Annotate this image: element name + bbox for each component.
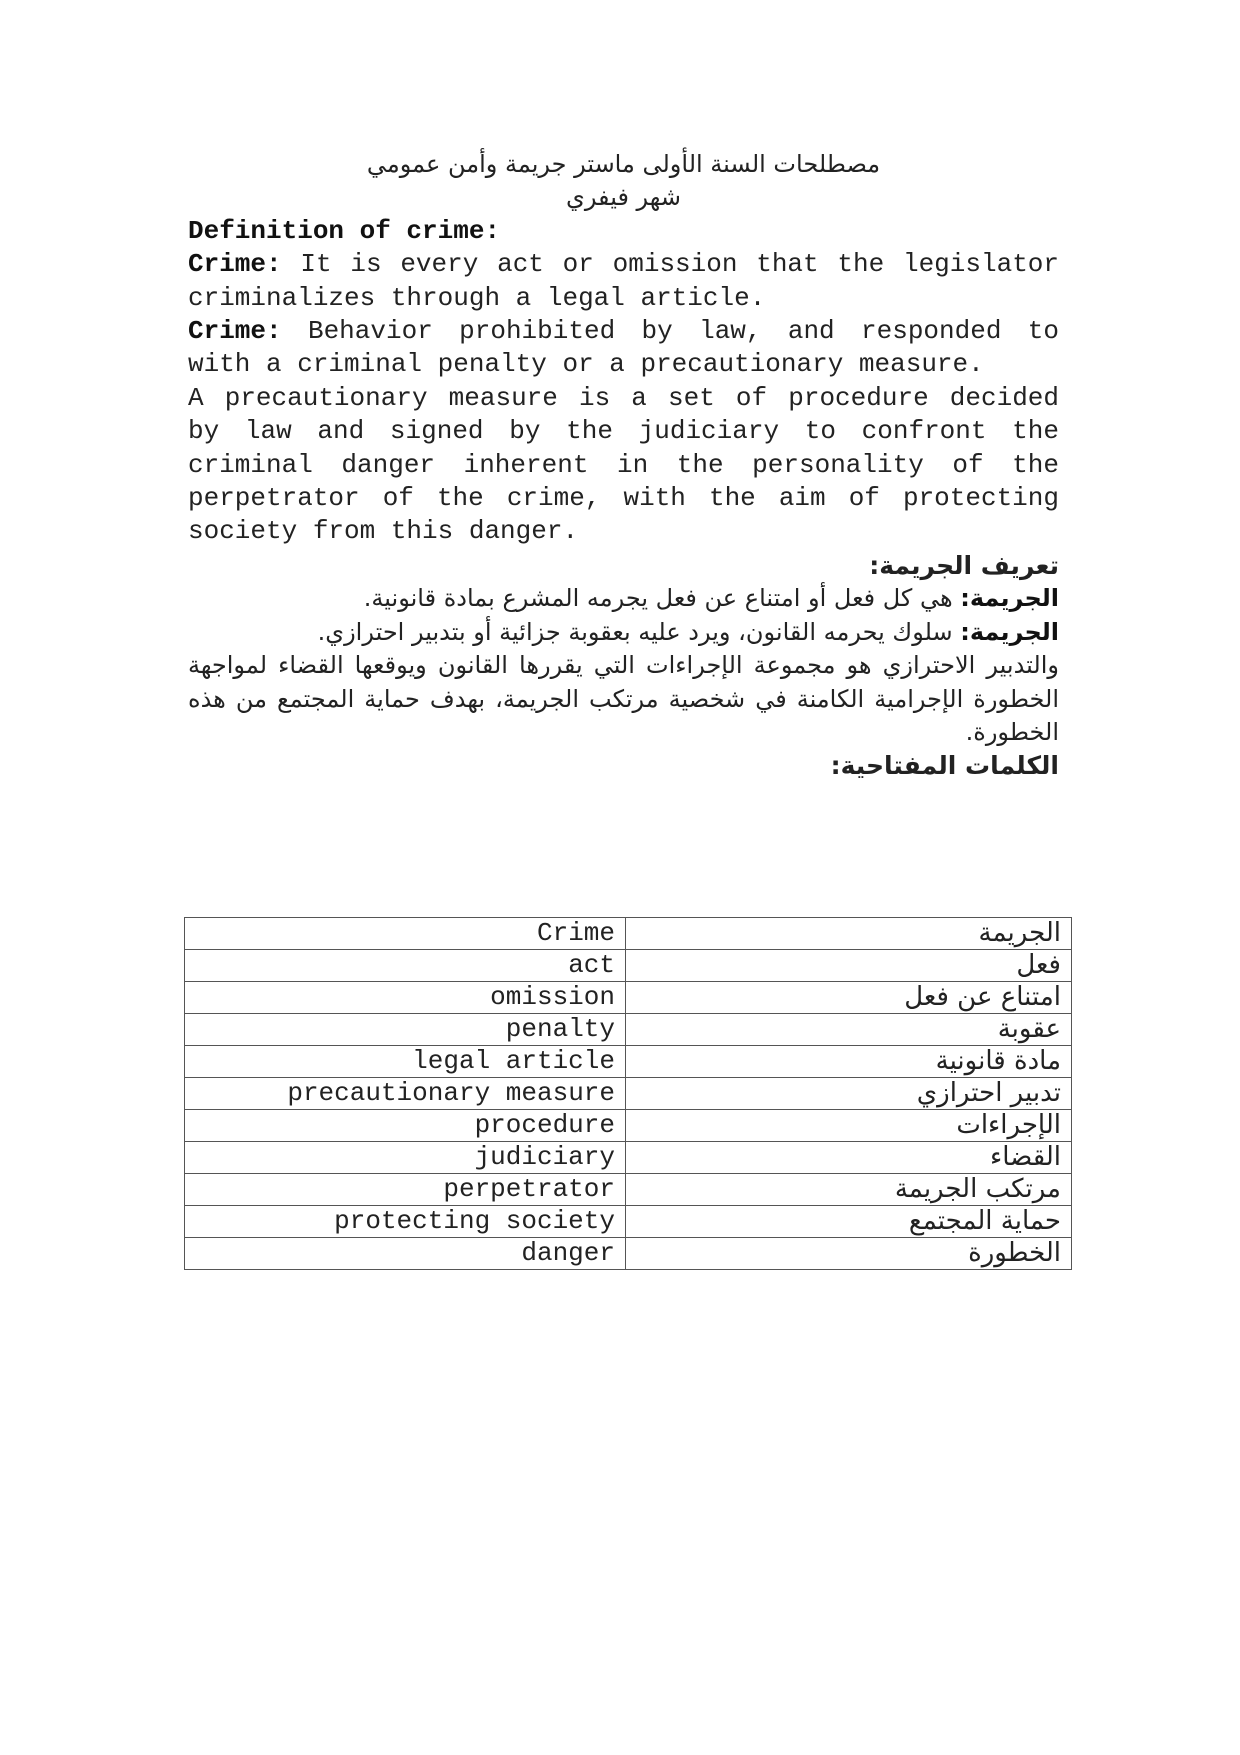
arabic-heading: تعريف الجريمة: (869, 550, 1059, 580)
arabic-definition-2 (188, 616, 1059, 649)
table-row (185, 950, 1072, 982)
definition-text: سلوك يحرمه القانون، ويرد عليه بعقوبة جزائية أو بتدبير احترازي. (317, 617, 961, 646)
document-subtitle: شهر فيفري (566, 183, 681, 212)
term-arabic: تدبير احترازي (626, 1078, 1072, 1110)
table-row (185, 1110, 1072, 1142)
table-row (185, 1014, 1072, 1046)
term-english: perpetrator (185, 1174, 626, 1206)
definition-text: هي كل فعل أو امتناع عن فعل يجرمه المشرع بمادة قانونية. (363, 584, 961, 613)
term-arabic: القضاء (626, 1142, 1072, 1174)
term-arabic: عقوبة (626, 1014, 1072, 1046)
arabic-paragraph: والتدبير الاحترازي هو مجموعة الإجراءات التي يقررها القانون ويوقعها القضاء لمواجهة الخطورة الإجرامية الكامنة في شخصية مرتكب الجريمة، بهدف حماية المجتمع من هذه الخطورة. (188, 651, 1059, 746)
definition-label: Crime: (188, 249, 282, 280)
english-definition-2 (188, 315, 1059, 382)
definition-label: الجريمة: (960, 584, 1059, 613)
document-body (188, 148, 1059, 783)
table-row (185, 982, 1072, 1014)
table-row (185, 1046, 1072, 1078)
table-row (185, 1174, 1072, 1206)
definition-text: Behavior prohibited by law, and responded to with a criminal penalty or a precautionary measure. (188, 316, 1059, 380)
term-english: procedure (185, 1110, 626, 1142)
term-arabic: الخطورة (626, 1238, 1072, 1270)
term-arabic: الجريمة (626, 918, 1072, 950)
term-english: Crime (185, 918, 626, 950)
table-row (185, 1206, 1072, 1238)
table-row (185, 918, 1072, 950)
english-definition-1 (188, 248, 1059, 315)
english-paragraph: A precautionary measure is a set of procedure decided by law and signed by the judiciary to confront the criminal danger inherent in the personality of the perpetrator of the crime, with the aim of protecting society from this danger. (188, 382, 1059, 547)
term-english: protecting society (185, 1206, 626, 1238)
definition-label: Crime: (188, 316, 282, 347)
term-english: legal article (185, 1046, 626, 1078)
term-arabic: فعل (626, 950, 1072, 982)
term-english: judiciary (185, 1142, 626, 1174)
term-arabic: الإجراءات (626, 1110, 1072, 1142)
keywords-heading: الكلمات المفتاحية: (830, 751, 1059, 781)
document-title: مصطلحات السنة الأولى ماستر جريمة وأمن عمومي (366, 150, 881, 178)
arabic-definition-1 (188, 582, 1059, 615)
term-english: omission (185, 982, 626, 1014)
term-english: act (185, 950, 626, 982)
keywords-table-body (185, 918, 1072, 1270)
definition-label: الجريمة: (960, 617, 1059, 646)
term-arabic: حماية المجتمع (626, 1206, 1072, 1238)
term-english: precautionary measure (185, 1078, 626, 1110)
table-row (185, 1078, 1072, 1110)
table-row (185, 1142, 1072, 1174)
term-arabic: مادة قانونية (626, 1046, 1072, 1078)
term-arabic: امتناع عن فعل (626, 982, 1072, 1014)
table-row (185, 1238, 1072, 1270)
term-english: danger (185, 1238, 626, 1270)
keywords-table (184, 917, 1072, 1270)
term-english: penalty (185, 1014, 626, 1046)
term-arabic: مرتكب الجريمة (626, 1174, 1072, 1206)
definition-text: It is every act or omission that the legislator criminalizes through a legal article. (188, 249, 1059, 313)
english-heading: Definition of crime: (188, 215, 501, 246)
